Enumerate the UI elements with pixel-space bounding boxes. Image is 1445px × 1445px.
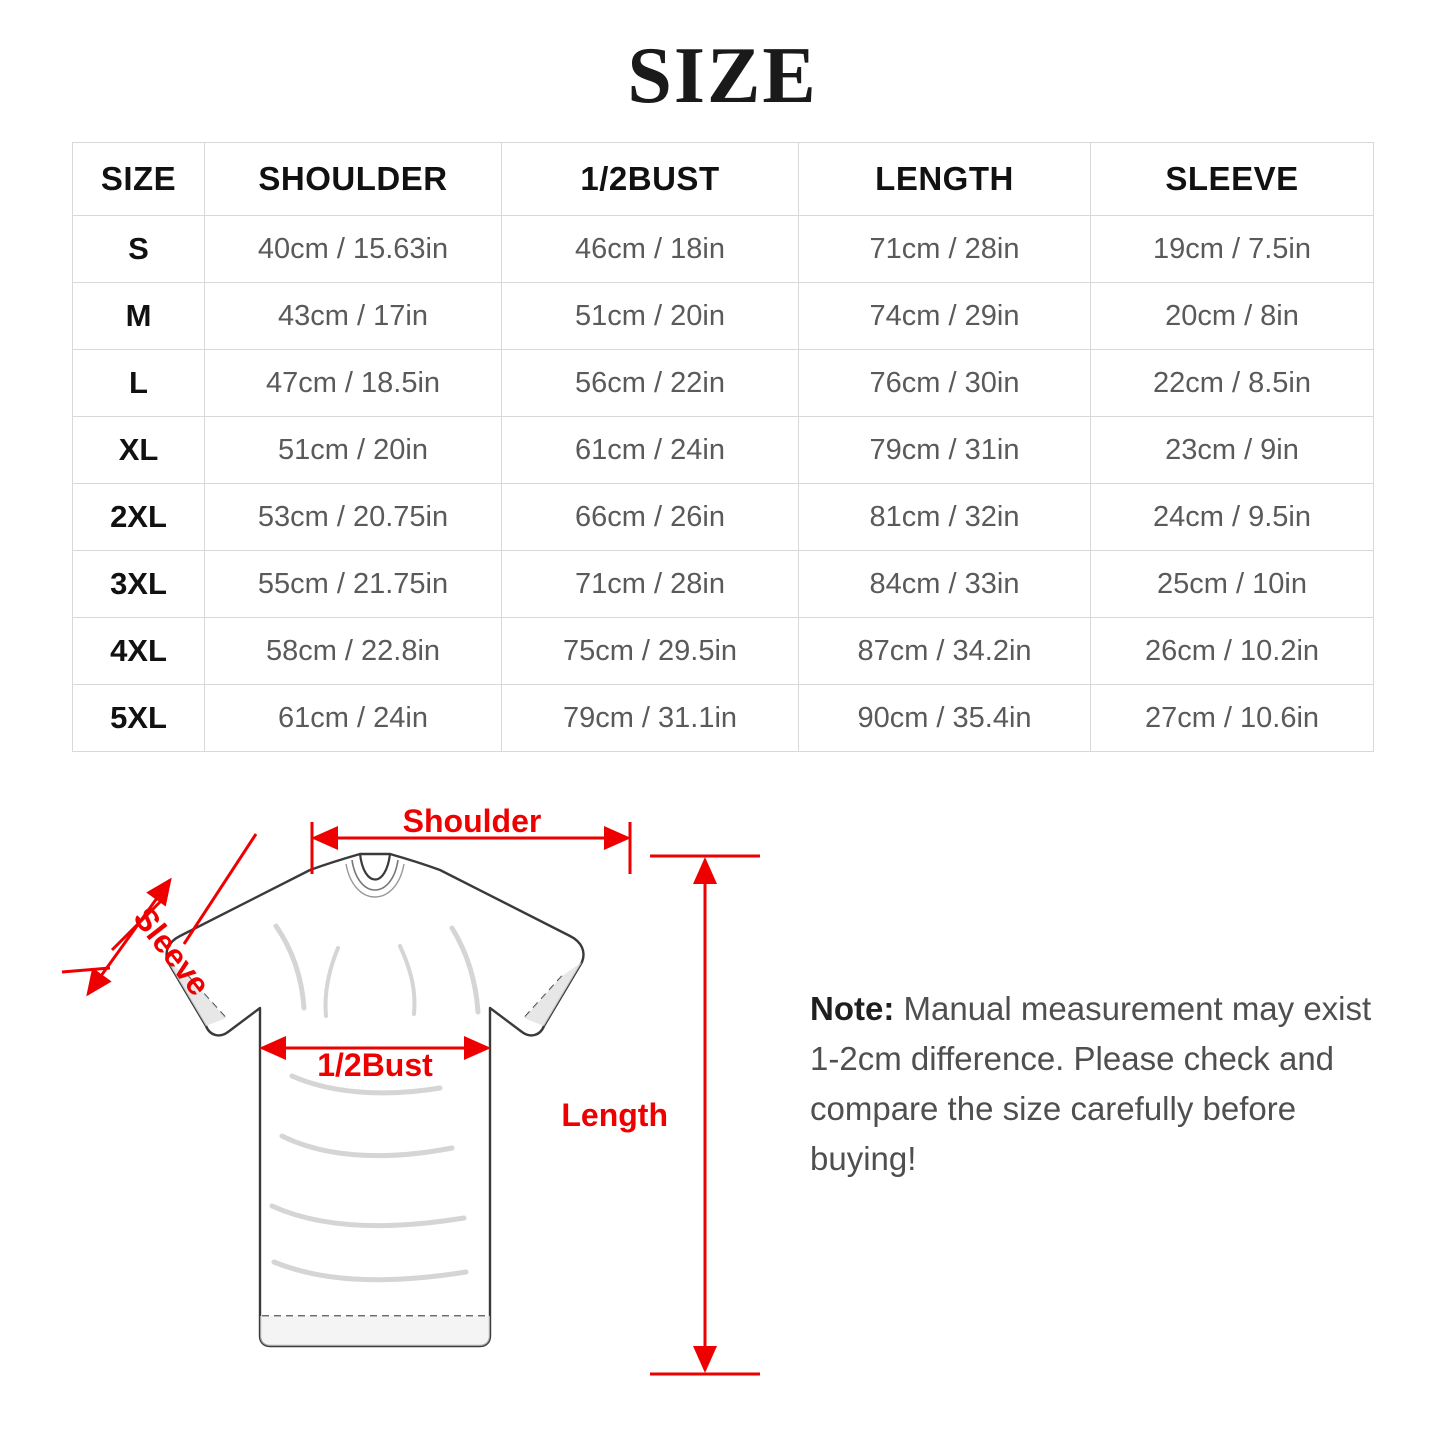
cell-sleeve: 19cm / 7.5in <box>1091 216 1374 283</box>
cell-bust: 66cm / 26in <box>502 484 799 551</box>
cell-bust: 75cm / 29.5in <box>502 618 799 685</box>
size-table <box>72 142 1374 752</box>
cell-bust: 61cm / 24in <box>502 417 799 484</box>
cell-sleeve: 26cm / 10.2in <box>1091 618 1374 685</box>
column-header-length: LENGTH <box>799 143 1091 216</box>
length-label-text: Length <box>561 1097 668 1133</box>
cell-size: 5XL <box>73 685 205 752</box>
table-row <box>73 350 1374 417</box>
measurement-note <box>810 984 1380 1185</box>
size-table-container <box>72 142 1373 752</box>
column-header-size: SIZE <box>73 143 205 216</box>
cell-shoulder: 40cm / 15.63in <box>205 216 502 283</box>
cell-length: 74cm / 29in <box>799 283 1091 350</box>
page-title: SIZE <box>627 32 818 120</box>
cell-length: 90cm / 35.4in <box>799 685 1091 752</box>
table-row <box>73 216 1374 283</box>
cell-length: 84cm / 33in <box>799 551 1091 618</box>
bust-label-text: 1/2Bust <box>317 1047 433 1083</box>
cell-shoulder: 47cm / 18.5in <box>205 350 502 417</box>
cell-sleeve: 25cm / 10in <box>1091 551 1374 618</box>
cell-bust: 56cm / 22in <box>502 350 799 417</box>
cell-shoulder: 58cm / 22.8in <box>205 618 502 685</box>
cell-bust: 71cm / 28in <box>502 551 799 618</box>
cell-shoulder: 43cm / 17in <box>205 283 502 350</box>
cell-length: 87cm / 34.2in <box>799 618 1091 685</box>
cell-length: 81cm / 32in <box>799 484 1091 551</box>
table-row <box>73 283 1374 350</box>
column-header-shoulder: SHOULDER <box>205 143 502 216</box>
note-text: Manual measurement may exist 1-2cm difference. Please check and compare the size carefully before buying! <box>810 990 1372 1178</box>
cell-size: XL <box>73 417 205 484</box>
table-row <box>73 618 1374 685</box>
cell-sleeve: 24cm / 9.5in <box>1091 484 1374 551</box>
cell-shoulder: 51cm / 20in <box>205 417 502 484</box>
cell-size: S <box>73 216 205 283</box>
cell-size: 4XL <box>73 618 205 685</box>
cell-sleeve: 23cm / 9in <box>1091 417 1374 484</box>
table-row <box>73 417 1374 484</box>
cell-bust: 46cm / 18in <box>502 216 799 283</box>
note-prefix: Note: <box>810 990 895 1027</box>
cell-sleeve: 20cm / 8in <box>1091 283 1374 350</box>
measurement-diagram-section <box>0 776 1445 1436</box>
cell-shoulder: 61cm / 24in <box>205 685 502 752</box>
cell-length: 79cm / 31in <box>799 417 1091 484</box>
table-header-row <box>73 143 1374 216</box>
cell-size: M <box>73 283 205 350</box>
cell-length: 71cm / 28in <box>799 216 1091 283</box>
cell-bust: 79cm / 31.1in <box>502 685 799 752</box>
table-row <box>73 484 1374 551</box>
cell-size: 3XL <box>73 551 205 618</box>
sleeve-label-text: Sleeve <box>126 900 218 1003</box>
cell-bust: 51cm / 20in <box>502 283 799 350</box>
cell-shoulder: 55cm / 21.75in <box>205 551 502 618</box>
tshirt-outline <box>167 854 584 1346</box>
table-row <box>73 685 1374 752</box>
cell-shoulder: 53cm / 20.75in <box>205 484 502 551</box>
table-row <box>73 551 1374 618</box>
tshirt-diagram <box>60 776 820 1436</box>
cell-size: 2XL <box>73 484 205 551</box>
cell-length: 76cm / 30in <box>799 350 1091 417</box>
shoulder-label-text: Shoulder <box>402 803 542 839</box>
column-header-sleeve: SLEEVE <box>1091 143 1374 216</box>
column-header-bust: 1/2BUST <box>502 143 799 216</box>
cell-sleeve: 22cm / 8.5in <box>1091 350 1374 417</box>
cell-size: L <box>73 350 205 417</box>
bottom-hem-shade <box>260 1316 490 1346</box>
cell-sleeve: 27cm / 10.6in <box>1091 685 1374 752</box>
